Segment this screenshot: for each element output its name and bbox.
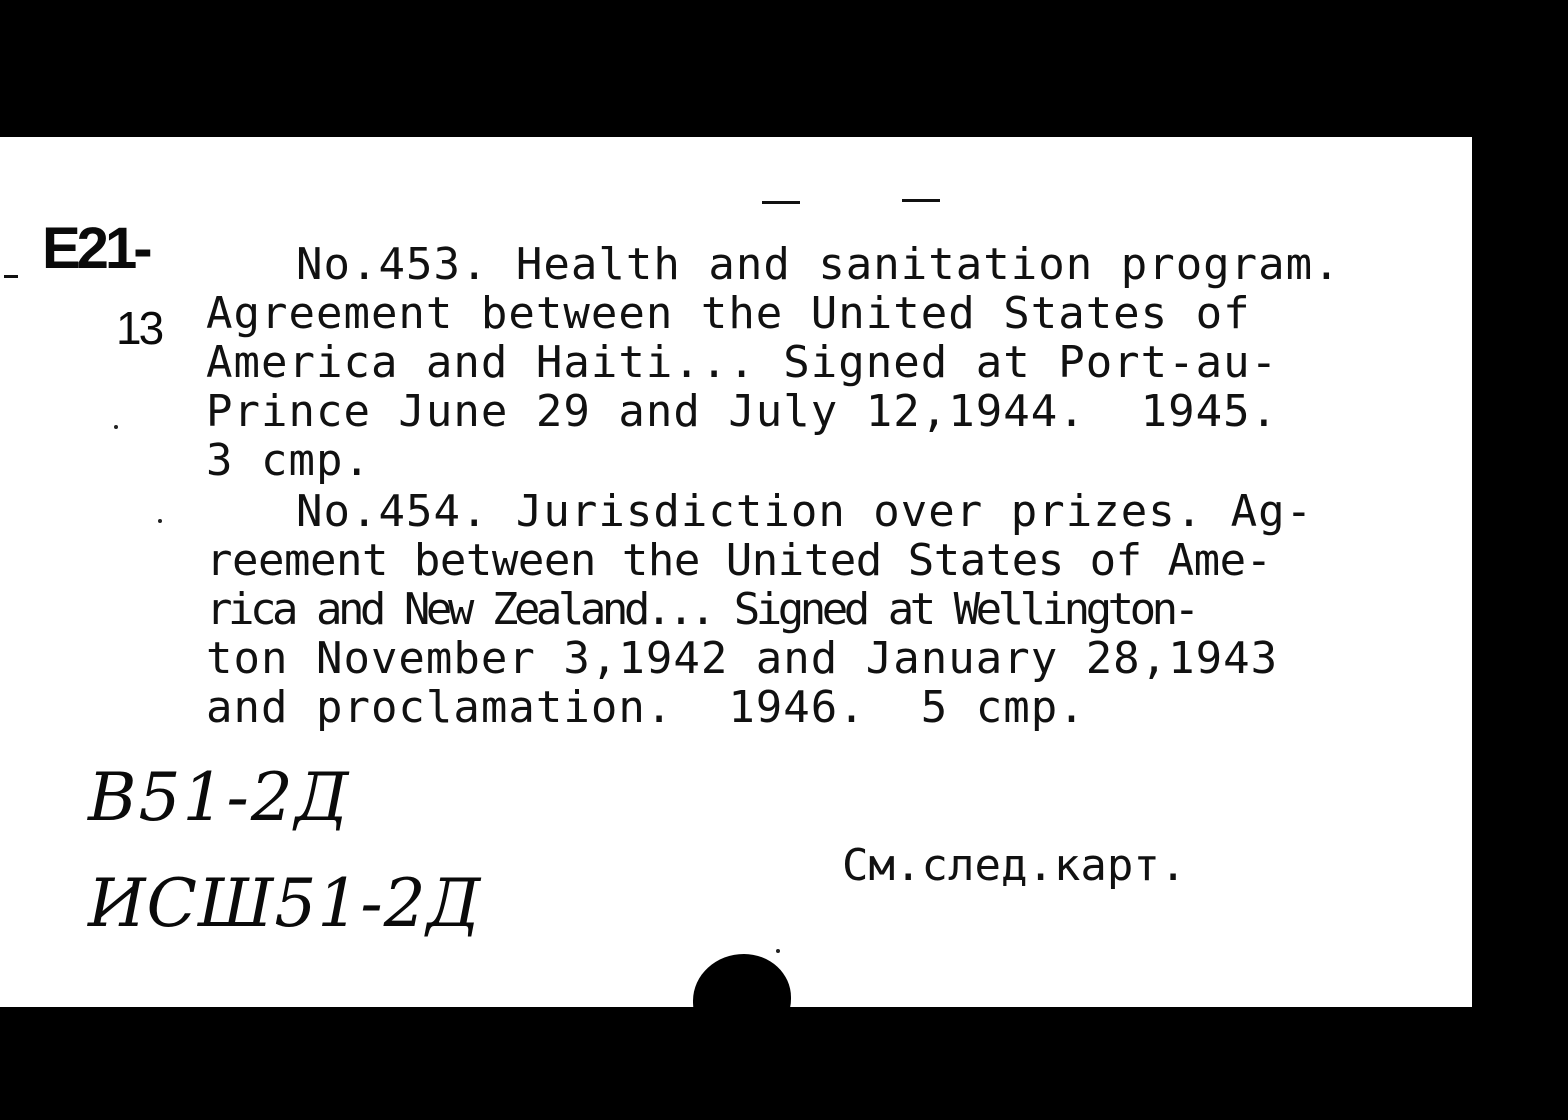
entry-line: No.453. Health and sanitation program. [296, 239, 1341, 290]
call-number-top: E21- [42, 216, 149, 281]
continuation-note: См.след.карт. [842, 840, 1187, 891]
entry-line: America and Haiti... Signed at Port-au- [206, 337, 1279, 388]
entry-line: rica and New Zealand... Signed at Wellington- [206, 584, 1196, 635]
entry-line: and proclamation. 1946. 5 cmp. [206, 682, 1086, 733]
margin-speck [158, 519, 162, 523]
entry-line: 3 cmp. [206, 435, 371, 486]
catalog-card [0, 137, 1472, 1007]
handwritten-code-1: B51-2Д [88, 759, 351, 836]
call-number-bottom: 13 [116, 302, 162, 354]
margin-tick-mark [4, 275, 18, 278]
entry-line: ton November 3,1942 and January 28,1943 [206, 633, 1279, 684]
margin-speck [114, 425, 118, 429]
entry-line: Agreement between the United States of [206, 288, 1251, 339]
ink-blot [693, 954, 791, 1044]
handwritten-code-2: ИСШ51-2Д [88, 865, 482, 942]
top-dash-mark [762, 201, 800, 204]
top-dash-mark [902, 199, 940, 202]
entry-line: Prince June 29 and July 12,1944. 1945. [206, 386, 1279, 437]
entry-line: reement between the United States of Ame- [206, 535, 1272, 586]
entry-line: No.454. Jurisdiction over prizes. Ag- [296, 486, 1314, 537]
margin-speck [776, 949, 780, 953]
